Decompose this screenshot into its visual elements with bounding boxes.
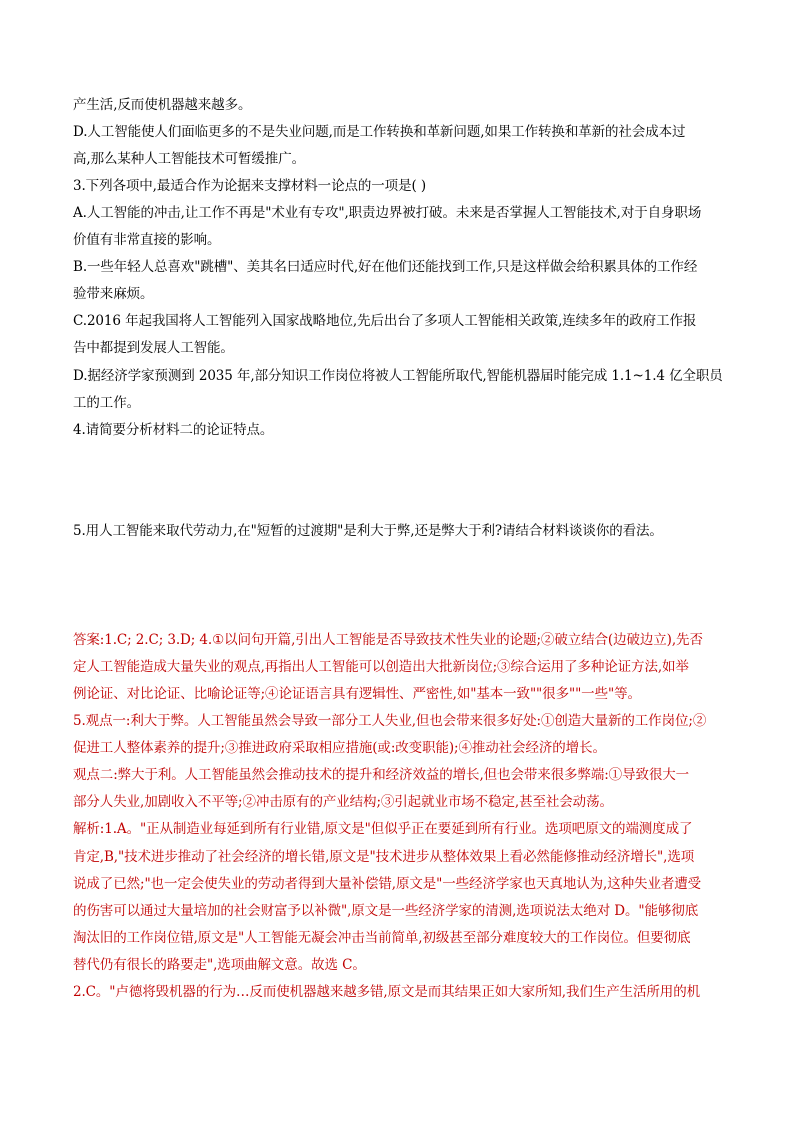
q2-option-c-tail: 产生活,反而使机器越来越多。 <box>73 97 252 113</box>
answer-line-2: 定人工智能造成大量失业的观点,再指出人工智能可以创造出大批新岗位;③综合运用了多种论证方法,如举 <box>73 659 689 675</box>
q5-stem: 5.用人工智能来取代劳动力,在"短暂的过渡期"是利大于弊,还是弊大于利?请结合材料谈谈你的看法。 <box>73 523 663 539</box>
analysis-line-3: 说成了已然;"也一定会使失业的劳动者得到大量补偿错,原文是"一些经济学家也天真地认为,这种失业者遭受 <box>73 876 702 892</box>
analysis-line-4: 的伤害可以通过大量培加的社会财富予以补微",原文是一些经济学家的清测,选项说法太绝对 D。"能够彻底 <box>73 903 699 919</box>
q3-option-b-line2: 验带来麻烦。 <box>73 286 154 302</box>
q4-stem: 4.请简要分析材料二的论证特点。 <box>73 422 274 438</box>
q3-option-c-line1: C.2016 年起我国将人工智能列入国家战略地位,先后出台了多项人工智能相关政策,连续多年的政府工作报 <box>73 313 697 329</box>
answer-line-1: 答案:1.C; 2.C; 3.D; 4.①以问句开篇,引出人工智能是否导致技术性失业的论题;②破立结合(边破边立),先否 <box>73 632 703 648</box>
analysis-line-5: 淘汰旧的工作岗位错,原文是"人工智能无凝会冲击当前简单,初级甚至部分难度较大的工作岗位。但要彻底 <box>73 930 691 946</box>
answer-line-5: 促进工人整体素养的提升;③推进政府采取相应措施(或:改变职能);④推动社会经济的增长。 <box>73 740 606 756</box>
answer-line-6: 观点二:弊大于利。人工智能虽然会推动技术的提升和经济效益的增长,但也会带来很多弊端:①导致很大一 <box>73 767 690 783</box>
analysis-line-6: 替代仍有很长的路要走",选项曲解文意。故选 C。 <box>73 957 366 973</box>
answer-line-7: 部分人失业,加剧收入不平等;②冲击原有的产业结构;③引起就业市场不稳定,甚至社会动荡。 <box>73 794 613 810</box>
q3-option-a-line1: A.人工智能的冲击,让工作不再是"术业有专攻",职责边界被打破。未来是否掌握人工智能技术,对于自身职场 <box>73 205 702 221</box>
q2-option-d-line2: 高,那么某种人工智能技术可暂缓推广。 <box>73 151 305 167</box>
q3-stem: 3.下列各项中,最适合作为论据来支撑材料一论点的一项是( ) <box>73 178 426 194</box>
analysis-line-1: 解析:1.A。"正从制造业每延到所有行业错,原文是"但似乎正在要延到所有行业。选项吧原文的端测度成了 <box>73 821 693 837</box>
q3-option-a-line2: 价值有非常直接的影响。 <box>73 232 221 248</box>
q3-option-c-line2: 告中都提到发展人工智能。 <box>73 340 234 356</box>
q3-option-d-line2: 工的工作。 <box>73 395 140 411</box>
analysis-line-2: 肯定,B,"技术进步推动了社会经济的增长错,原文是"技术进步从整体效果上看必然能修推动经济增长",选项 <box>73 849 695 865</box>
analysis-line-7: 2.C。"卢德将毁机器的行为…反而使机器越来越多错,原文是而其结果正如大家所知,我们生产生活所用的机 <box>73 984 701 1000</box>
q3-option-b-line1: B.一些年轻人总喜欢"跳槽"、美其名曰适应时代,好在他们还能找到工作,只是这样做会给积累具体的工作经 <box>73 259 698 275</box>
q3-option-d-line1: D.据经济学家预测到 2035 年,部分知识工作岗位将被人工智能所取代,智能机器届时能完成 1.1~1.4 亿全职员 <box>73 368 723 384</box>
q2-option-d-line1: D.人工智能使人们面临更多的不是失业问题,而是工作转换和革新问题,如果工作转换和革新的社会成本过 <box>73 124 686 140</box>
answer-line-4: 5.观点一:利大于弊。人工智能虽然会导致一部分工人失业,但也会带来很多好处:①创造大量新的工作岗位;② <box>73 713 707 729</box>
answer-line-3: 例论证、对比论证、比喻论证等;④论证语言具有逻辑性、严密性,如"基本一致""很多""一些"等。 <box>73 686 641 702</box>
